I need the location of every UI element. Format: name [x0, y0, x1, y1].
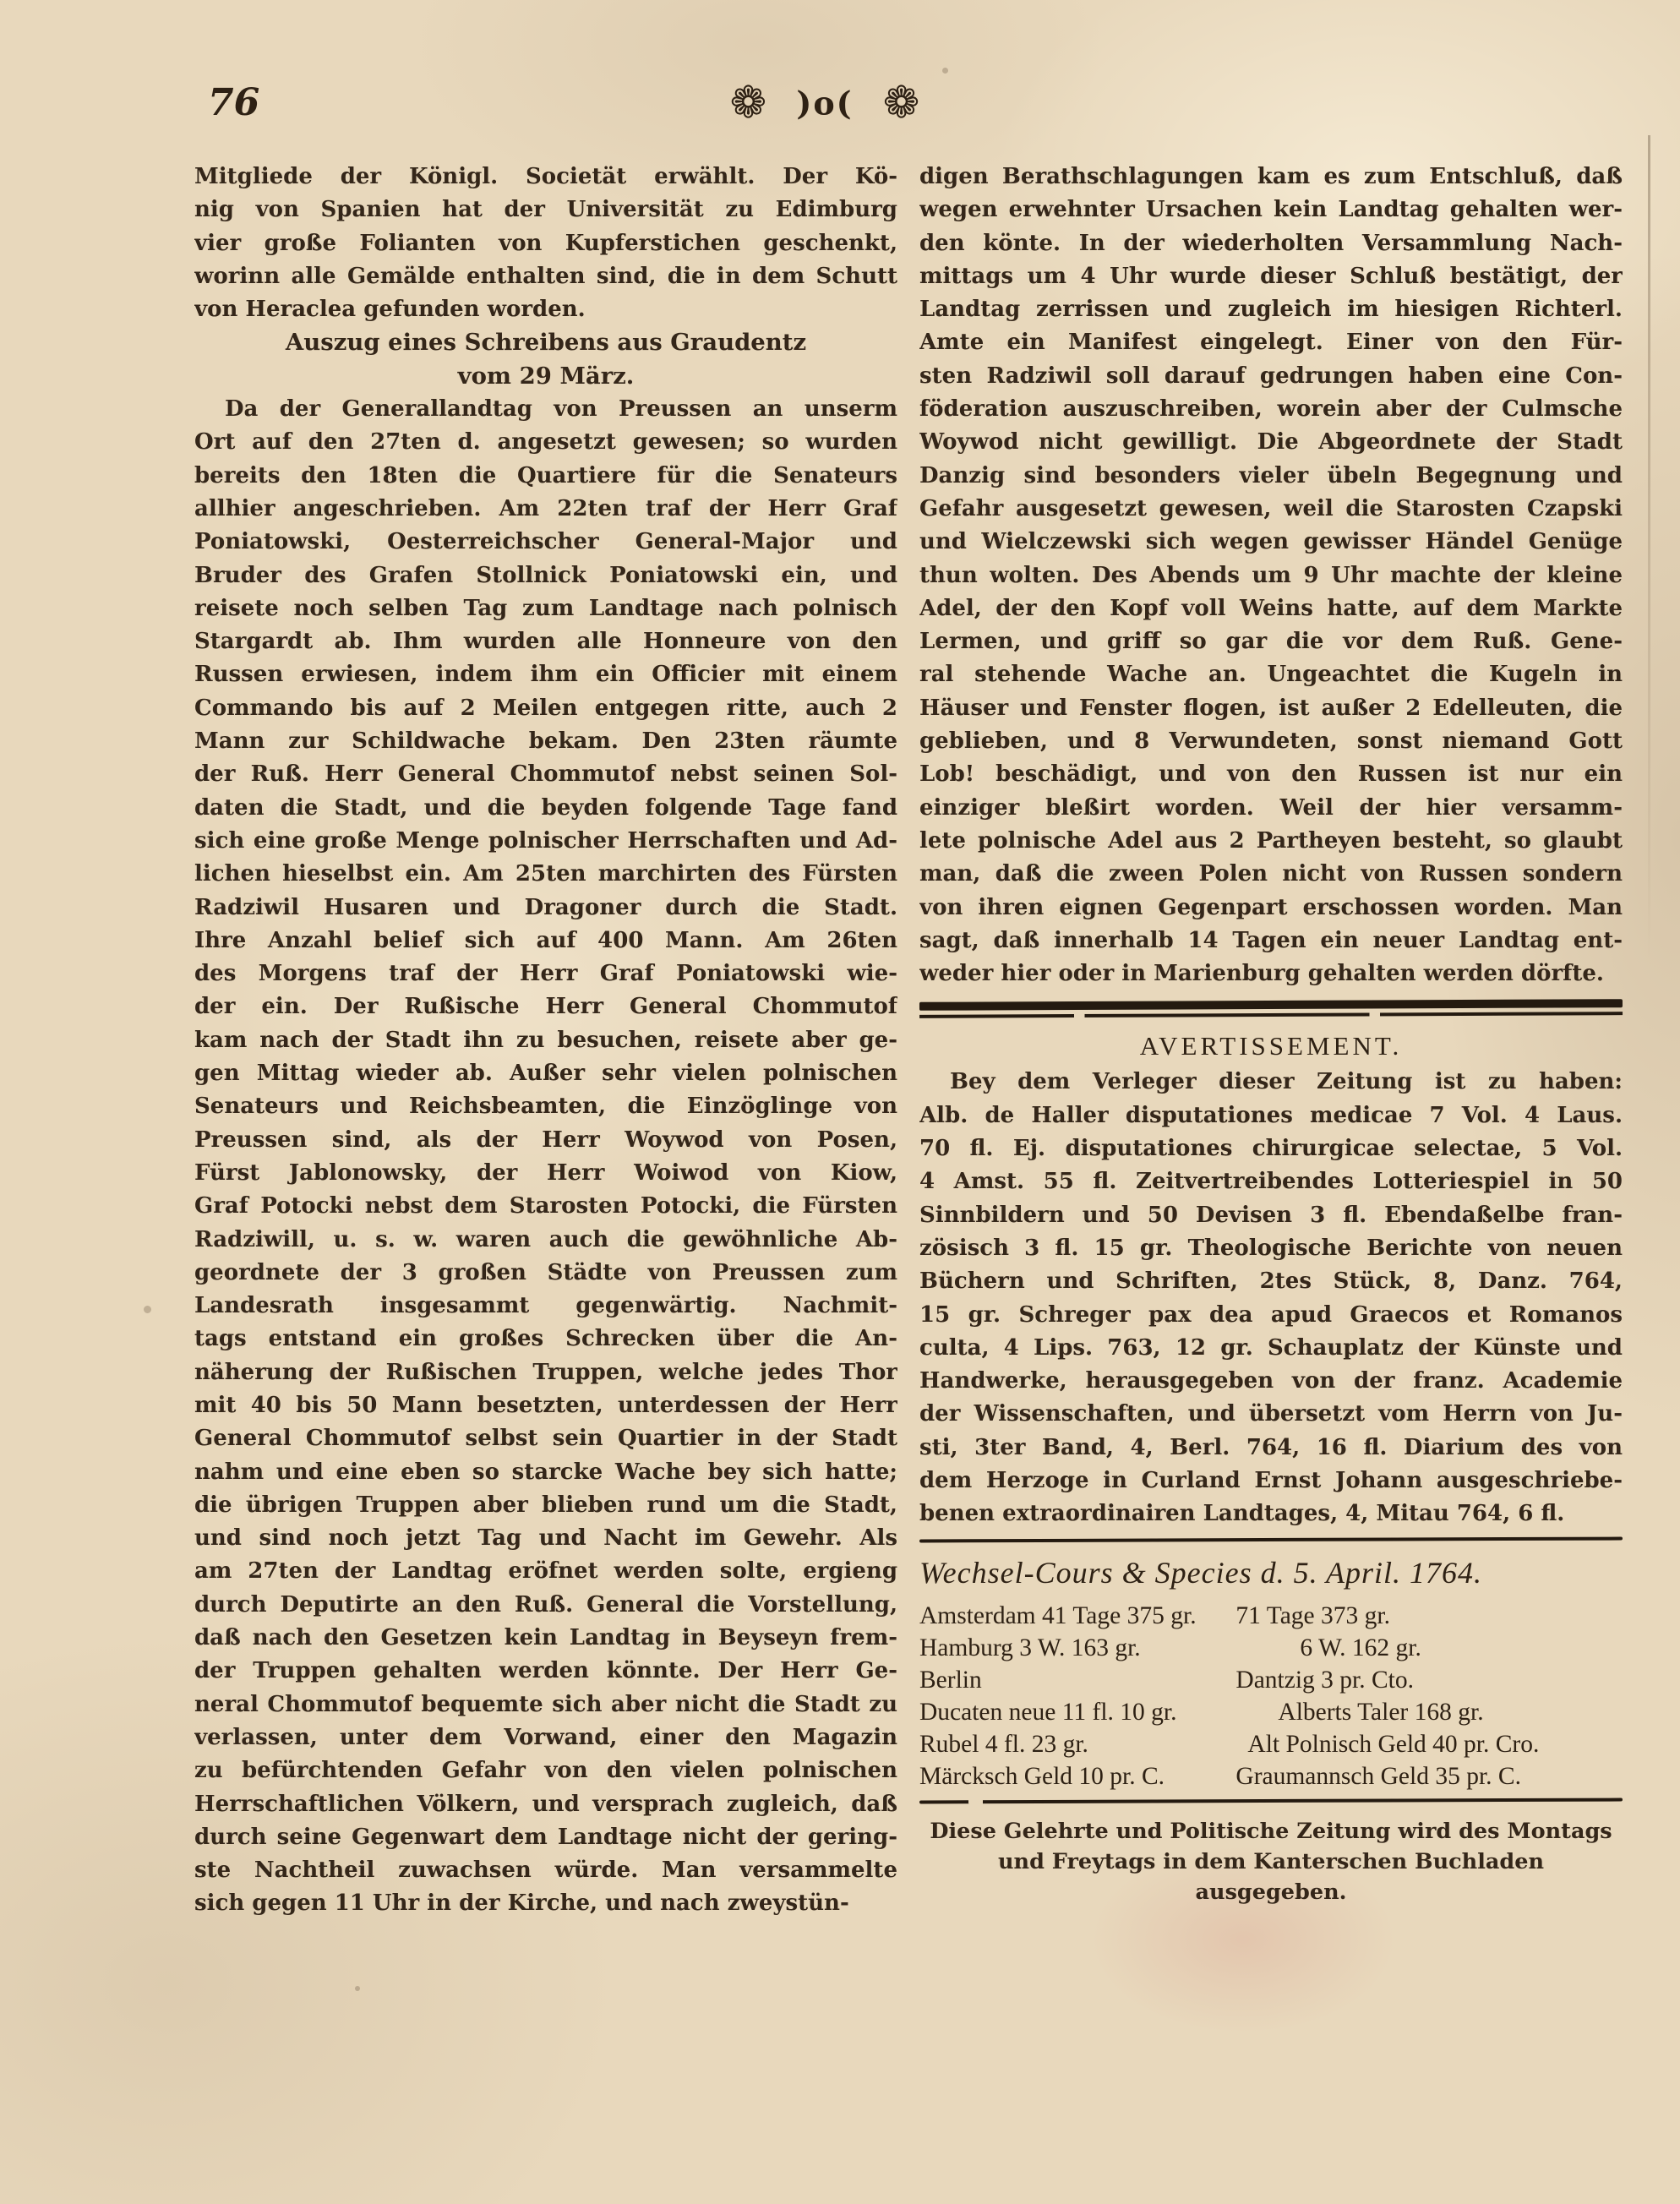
- text-line: Graf Potocki nebst dem Starosten Potocki, die Fürsten: [194, 1193, 897, 1219]
- ink-speck: [942, 68, 948, 74]
- text-line: näherung der Rußischen Truppen, welche jedes Thor: [194, 1359, 897, 1385]
- text-line: Mitgliede der Königl. Societät erwählt. Der Kö-: [194, 164, 897, 189]
- text-line: Russen erwiesen, indem ihm ein Officier mit einem: [194, 662, 897, 688]
- text-line: Alb. de Haller disputationes medicae 7 Vol. 4 Laus.: [919, 1102, 1623, 1128]
- printer-shell-ornament-left-icon: ❁: [729, 78, 767, 128]
- text-line: am 27ten der Landtag eröfnet werden solte, ergieng: [194, 1558, 897, 1585]
- exchange-cell: Alt Polnisch Geld 40 pr. Cro.: [1247, 1731, 1540, 1759]
- text-line: Radziwil Husaren und Dragoner durch die Stadt.: [194, 894, 897, 920]
- exchange-cell: Alberts Taler 168 gr.: [1278, 1699, 1484, 1727]
- exchange-cell: Märcksch Geld 10 pr. C.: [919, 1763, 1165, 1791]
- text-line: Bruder des Grafen Stollnick Poniatowski ein, und: [194, 562, 897, 588]
- text-line: und Wielczewski sich wegen gewisser Händel Genüge: [919, 529, 1623, 555]
- exchange-rates-title: Wechsel-Cours & Species d. 5. April. 1764.: [919, 1556, 1482, 1590]
- text-line: lete polnische Adel aus 2 Partheyen besteht, so glaubt: [919, 827, 1623, 854]
- ink-speck: [144, 1306, 151, 1313]
- text-line: zösisch 3 fl. 15 gr. Theologische Berichte von neuen: [919, 1235, 1623, 1261]
- text-line: des Morgens traf der Herr Graf Poniatowski wie-: [194, 961, 897, 987]
- exchange-cell: Rubel 4 fl. 23 gr.: [919, 1731, 1088, 1759]
- text-line: Ort auf den 27ten d. angesetzt gewesen; so wurden: [194, 429, 897, 456]
- ink-speck: [355, 1986, 360, 1991]
- text-line: Bey dem Verleger dieser Zeitung ist zu haben:: [950, 1069, 1623, 1095]
- text-line: benen extraordinairen Landtages, 4, Mitau 764, 6 fl.: [919, 1501, 1565, 1527]
- paragraph-graudentz-continued: [919, 161, 1623, 990]
- text-line: 4 Amst. 55 fl. Zeitvertreibendes Lotteriespiel in 50: [919, 1169, 1623, 1195]
- right-column: [919, 161, 1623, 1907]
- signature-mark: )o(: [796, 84, 854, 123]
- exchange-row: [919, 1632, 1623, 1664]
- text-line: Radziwill, u. s. w. waren auch die gewöhnliche Ab-: [194, 1226, 897, 1252]
- text-line: geordnete der 3 großen Städte von Preussen zum: [194, 1259, 897, 1285]
- text-line: und sind noch jetzt Tag und Nacht im Gewehr. Als: [194, 1525, 897, 1552]
- text-line: Da der Generallandtag von Preussen an unserm: [225, 396, 897, 423]
- text-line: der Truppen gehalten werden könnte. Der Herr Ge-: [194, 1658, 897, 1684]
- text-line: neral Chommutof bequemte sich aber nicht die Stadt zu: [194, 1691, 897, 1717]
- exchange-row: [919, 1728, 1623, 1760]
- text-line: durch seine Gegenwart dem Landtage nicht der gering-: [194, 1824, 897, 1850]
- text-line: dem Herzoge in Curland Ernst Johann ausgeschriebe-: [919, 1467, 1623, 1493]
- divider-thick-bar: [919, 1000, 1623, 1012]
- text-line: Ihre Anzahl belief sich auf 400 Mann. Am 26ten: [194, 927, 897, 953]
- page-header: [0, 78, 1680, 154]
- text-line: digen Berathschlagungen kam es zum Entschluß, daß: [919, 164, 1623, 189]
- exchange-cell: 6 W. 162 gr.: [1300, 1634, 1421, 1662]
- paragraph-avertissement: [919, 1066, 1623, 1530]
- text-line: 70 fl. Ej. disputationes chirurgicae selectae, 5 Vol.: [919, 1136, 1623, 1162]
- divider-rule-above-exchange: [919, 1536, 1623, 1541]
- text-line: von Heraclea gefunden worden.: [194, 297, 586, 323]
- text-line: den könte. In der wiederholten Versammlung Nach-: [919, 230, 1623, 256]
- text-line: man, daß die zween Polen nicht von Russen sondern: [919, 861, 1623, 887]
- paragraph-society-news: [194, 161, 897, 326]
- text-line: ste Nachtheil zuwachsen würde. Man versammelte: [194, 1858, 897, 1884]
- text-line: bereits den 18ten die Quartiere für die Senateurs: [194, 462, 897, 488]
- text-line: thun wolten. Des Abends um 9 Uhr machte der kleine: [919, 562, 1623, 588]
- text-line: General Chommutof selbst sein Quartier in der Stadt: [194, 1426, 897, 1452]
- text-line: lichen hieselbst ein. Am 25ten marchirten des Fürsten: [194, 861, 897, 887]
- text-line: Mann zur Schildwache bekam. Den 23ten räumte: [194, 728, 897, 755]
- header-ornaments: [0, 78, 1665, 128]
- text-line: die übrigen Truppen aber blieben rund um die Stadt,: [194, 1492, 897, 1518]
- text-line: tags entstand ein großes Schrecken über die An-: [194, 1326, 897, 1352]
- text-line: Gefahr ausgesetzt gewesen, weil die Starosten Czapski: [919, 495, 1623, 521]
- exchange-cell: Berlin: [919, 1667, 982, 1694]
- page-number: 76: [208, 81, 260, 124]
- text-line: der Wissenschaften, und übersetzt vom Herrn von Ju-: [919, 1401, 1623, 1427]
- exchange-cell: Hamburg 3 W. 163 gr.: [919, 1634, 1141, 1662]
- text-line: reisete noch selben Tag zum Landtage nach polnisch: [194, 595, 897, 621]
- text-line: Landesrath insgesammt gegenwärtig. Nachmit-: [194, 1293, 897, 1319]
- exchange-row: [919, 1664, 1623, 1696]
- text-line: Lob! beschädigt, und von den Russen ist nur ein: [919, 761, 1623, 788]
- text-line: Häuser und Fenster flogen, ist außer 2 Edelleuten, die: [919, 695, 1623, 721]
- text-line: einziger bleßirt worden. Weil der hier versamm-: [919, 794, 1623, 821]
- text-line: Commando bis auf 2 Meilen entgegen ritte, auch 2: [194, 695, 897, 721]
- paragraph-graudentz-report: [194, 393, 897, 1921]
- text-line: nahm und eine eben so starcke Wache bey sich hatte;: [194, 1459, 897, 1485]
- text-line: durch Deputirte an den Ruß. General die Vorstellung,: [194, 1591, 897, 1618]
- text-line: Fürst Jablonowsky, der Herr Woiwod von Kiow,: [194, 1159, 897, 1186]
- text-line: Lermen, und griff so gar die vor dem Ruß. Gene-: [919, 629, 1623, 655]
- exchange-cell: Ducaten neue 11 fl. 10 gr.: [919, 1699, 1177, 1727]
- text-line: Danzig sind besonders vieler übeln Begegnung und: [919, 462, 1623, 488]
- exchange-cell: Graumannsch Geld 35 pr. C.: [1235, 1763, 1521, 1791]
- text-line: allhier angeschrieben. Am 22ten traf der Herr Graf: [194, 495, 897, 521]
- left-column: [194, 161, 897, 1921]
- text-line: ausgegeben.: [1195, 1879, 1347, 1905]
- text-line: vier große Folianten von Kupferstichen geschenkt,: [194, 230, 897, 256]
- text-line: sti, 3ter Band, 4, Berl. 764, 16 fl. Diarium des von: [919, 1434, 1623, 1460]
- avertissement-heading: AVERTISSEMENT.: [1139, 1031, 1403, 1061]
- text-line: Adel, der den Kopf voll Weins hatte, auf dem Markte: [919, 595, 1623, 621]
- text-line: föderation auszuschreiben, worein aber der Culmsche: [919, 396, 1623, 423]
- text-line: Diese Gelehrte und Politische Zeitung wird des Montags: [930, 1818, 1612, 1844]
- article-heading-graudentz: [194, 326, 897, 393]
- text-line: Stargardt ab. Ihm wurden alle Honneure von den: [194, 629, 897, 655]
- text-line: von ihren eignen Gegenpart erschossen worden. Man: [919, 894, 1623, 920]
- exchange-row: [919, 1696, 1623, 1728]
- divider-thin-bar: [919, 1012, 1623, 1019]
- text-line: weder hier oder in Marienburg gehalten werden dörfte.: [919, 961, 1604, 987]
- text-line: ral stehende Wache an. Ungeachtet die Kugeln in: [919, 662, 1623, 688]
- text-line: Auszug eines Schreibens aus Graudentz: [285, 329, 807, 357]
- text-line: daten die Stadt, und die beyden folgende Tage fand: [194, 794, 897, 821]
- text-line: Landtag zerrissen und zugleich im hiesigen Richterl.: [919, 297, 1623, 323]
- publication-notice: [919, 1816, 1623, 1907]
- text-line: Amte ein Manifest eingelegt. Einer von den Für-: [919, 330, 1623, 356]
- text-line: sten Radziwil soll darauf gedrungen haben eine Con-: [919, 363, 1623, 389]
- text-line: sagt, daß innerhalb 14 Tagen ein neuer Landtag ent-: [919, 927, 1623, 953]
- text-line: Poniatowski, Oesterreichscher General-Major und: [194, 529, 897, 555]
- text-line: der ein. Der Rußische Herr General Chommutof: [194, 994, 897, 1020]
- text-line: verlassen, unter dem Vorwand, einer den Magazin: [194, 1724, 897, 1750]
- text-line: nig von Spanien hat der Universität zu Edimburg: [194, 197, 897, 223]
- text-line: mittags um 4 Uhr wurde dieser Schluß bestätigt, der: [919, 263, 1623, 289]
- text-line: Herrschaftlichen Völkern, und versprach zugleich, daß: [194, 1791, 897, 1817]
- exchange-cell: 71 Tage 373 gr.: [1235, 1602, 1390, 1630]
- exchange-rates-table: [919, 1600, 1623, 1792]
- text-line: Handwerke, herausgegeben von der franz. Academie: [919, 1368, 1623, 1394]
- divider-rule-above-notice: [919, 1798, 1623, 1803]
- exchange-row: [919, 1760, 1623, 1792]
- printer-shell-ornament-right-icon: ❁: [882, 78, 920, 128]
- text-line: sich eine große Menge polnischer Herrschaften und Ad-: [194, 827, 897, 854]
- text-line: zu befürchtenden Gefahr von den vielen polnischen: [194, 1758, 897, 1784]
- text-line: culta, 4 Lips. 763, 12 gr. Schauplatz der Künste und: [919, 1334, 1623, 1361]
- text-line: Senateurs und Reichsbeamten, die Einzöglinge von: [194, 1094, 897, 1120]
- text-line: 15 gr. Schreger pax dea apud Graecos et Romanos: [919, 1301, 1623, 1328]
- text-line: sich gegen 11 Uhr in der Kirche, und nach zweystün-: [194, 1890, 849, 1917]
- exchange-cell: Amsterdam 41 Tage 375 gr.: [919, 1602, 1197, 1630]
- exchange-cell: Dantzig 3 pr. Cto.: [1235, 1667, 1414, 1694]
- section-divider-double-rule: [919, 1000, 1623, 1019]
- text-line: wegen erwehnter Ursachen kein Landtag gehalten wer-: [919, 197, 1623, 223]
- text-line: der Ruß. Herr General Chommutof nebst seinen Sol-: [194, 761, 897, 788]
- text-line: kam nach der Stadt ihn zu besuchen, reisete aber ge-: [194, 1027, 897, 1053]
- text-line: geblieben, und 8 Verwundeten, sonst niemand Gott: [919, 728, 1623, 755]
- text-line: Sinnbildern und 50 Devisen 3 fl. Ebendaßelbe fran-: [919, 1202, 1623, 1228]
- text-line: Preussen sind, als der Herr Woywod von Posen,: [194, 1127, 897, 1153]
- text-line: mit 40 bis 50 Mann besetzten, unterdessen der Herr: [194, 1392, 897, 1418]
- text-line: vom 29 März.: [457, 362, 635, 390]
- text-line: Büchern und Schriften, 2tes Stück, 8, Danz. 764,: [919, 1268, 1623, 1295]
- exchange-row: [919, 1600, 1623, 1632]
- text-line: Woywod nicht gewilligt. Die Abgeordnete der Stadt: [919, 429, 1623, 456]
- text-line: worinn alle Gemälde enthalten sind, die in dem Schutt: [194, 263, 897, 289]
- text-line: daß nach den Gesetzen kein Landtag in Beyseyn frem-: [194, 1625, 897, 1651]
- page-crease: [1648, 135, 1650, 963]
- text-line: und Freytags in dem Kanterschen Buchladen: [998, 1848, 1544, 1874]
- text-line: gen Mittag wieder ab. Außer sehr vielen polnischen: [194, 1061, 897, 1087]
